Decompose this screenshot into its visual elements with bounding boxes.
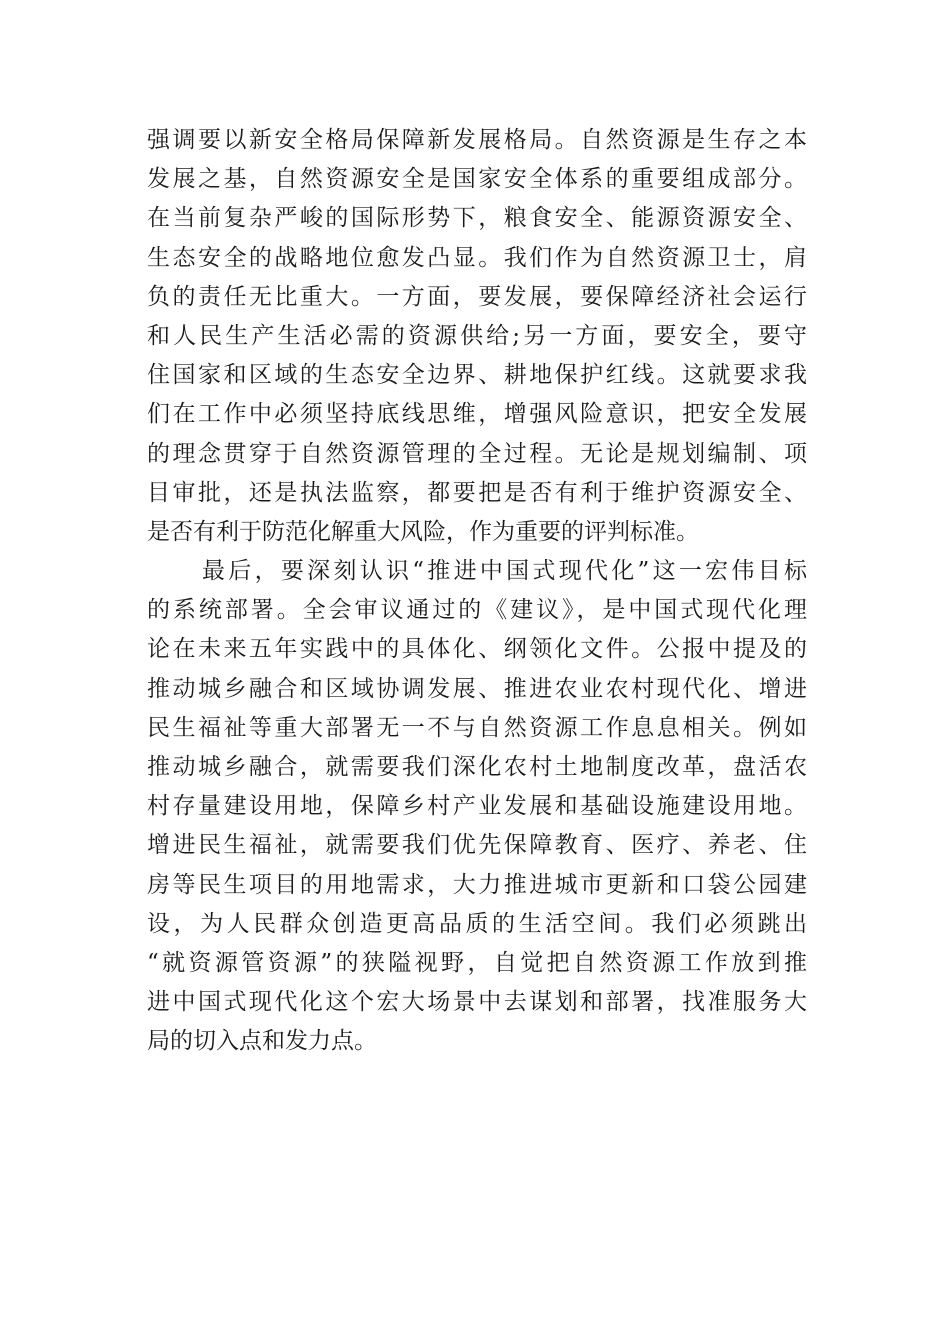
text-line: 强调要以新安全格局保障新发展格局。自然资源是生存之本 <box>147 127 807 153</box>
text-line: 进中国式现代化这个宏大场景中去谋划和部署，找准服务大 <box>147 989 807 1016</box>
text-line: 发展之基，自然资源安全是国家安全体系的重要组成部分。 <box>147 166 807 193</box>
text-line: 最后，要深刻认识“推进中国式现代化”这一宏伟目标 <box>202 558 807 585</box>
text-line: 和人民生产生活必需的资源供给;另一方面，要安全，要守 <box>147 322 807 349</box>
paragraph-security <box>147 121 807 552</box>
text-line: 目审批，还是执法监察，都要把是否有利于维护资源安全、 <box>147 479 807 506</box>
text-line: 房等民生项目的用地需求，大力推进城市更新和口袋公园建 <box>147 871 807 898</box>
text-line: 生态安全的战略地位愈发凸显。我们作为自然资源卫士，肩 <box>147 244 807 271</box>
text-line: 局的切入点和发力点。 <box>147 1028 377 1055</box>
text-line: 负的责任无比重大。一方面，要发展，要保障经济社会运行 <box>147 283 807 310</box>
text-line: 推动城乡融合，就需要我们深化农村土地制度改革，盘活农 <box>147 754 807 780</box>
text-line: 的理念贯穿于自然资源管理的全过程。无论是规划编制、项 <box>147 440 807 467</box>
text-line: 是否有利于防范化解重大风险，作为重要的评判标准。 <box>147 518 699 545</box>
paragraph-modernization <box>147 552 807 1061</box>
text-line: 在当前复杂严峻的国际形势下，粮食安全、能源资源安全、 <box>147 205 807 232</box>
text-line: 们在工作中必须坚持底线思维，增强风险意识，把安全发展 <box>147 401 807 428</box>
text-line: 村存量建设用地，保障乡村产业发展和基础设施建设用地。 <box>147 793 807 820</box>
document-body <box>147 121 807 1062</box>
text-line: 民生福祉等重大部署无一不与自然资源工作息息相关。例如 <box>147 714 807 741</box>
text-line: 住国家和区域的生态安全边界、耕地保护红线。这就要求我 <box>147 362 807 389</box>
text-line: “就资源管资源”的狭隘视野，自觉把自然资源工作放到推 <box>147 949 807 976</box>
text-line: 增进民生福祉，就需要我们优先保障教育、医疗、养老、住 <box>147 832 807 859</box>
text-line: 的系统部署。全会审议通过的《建议》，是中国式现代化理 <box>147 597 807 624</box>
text-line: 推动城乡融合和区域协调发展、推进农业农村现代化、增进 <box>147 675 807 702</box>
text-line: 论在未来五年实践中的具体化、纲领化文件。公报中提及的 <box>147 636 807 663</box>
text-line: 设，为人民群众创造更高品质的生活空间。我们必须跳出 <box>147 910 807 937</box>
